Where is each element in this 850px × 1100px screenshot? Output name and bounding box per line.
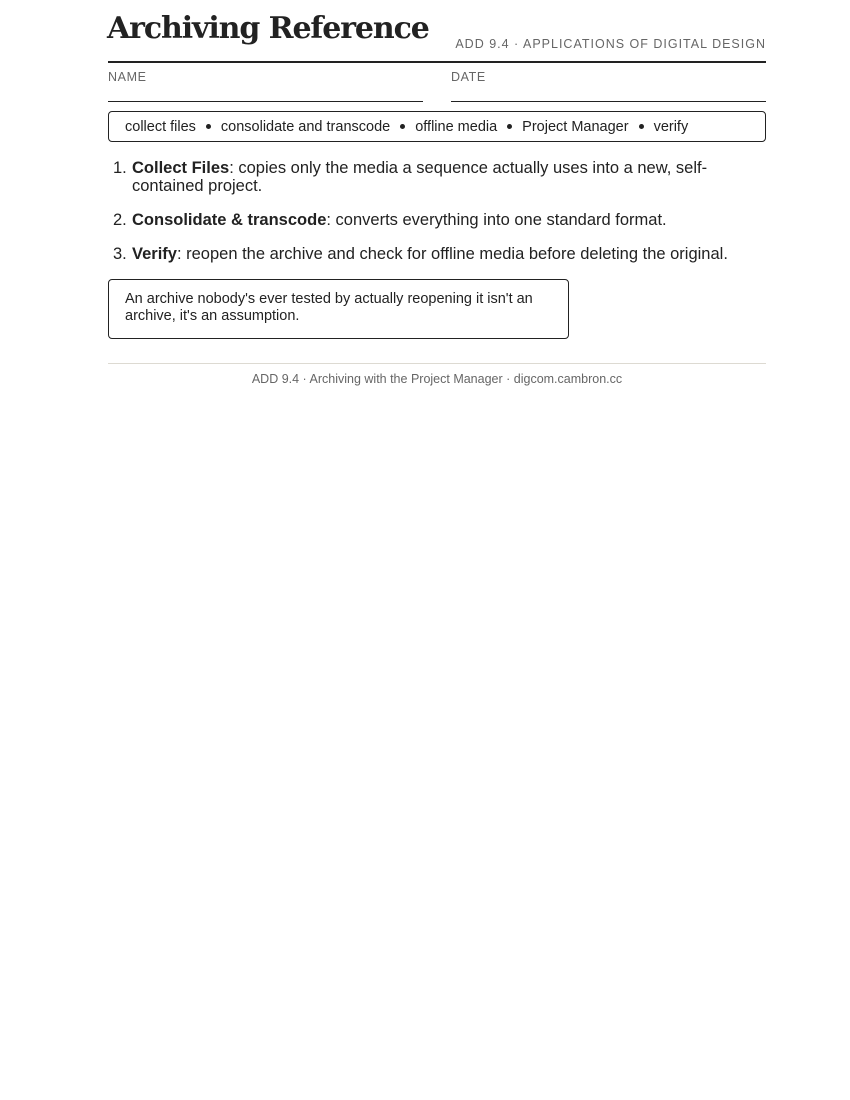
page-title: Archiving Reference <box>107 11 429 46</box>
date-label: DATE <box>451 70 486 84</box>
course-label: ADD 9.4 · APPLICATIONS OF DIGITAL DESIGN <box>455 37 766 51</box>
bullet-separator <box>507 124 512 129</box>
step-verify <box>108 245 766 263</box>
term-offline-media: offline media <box>415 118 498 135</box>
step-term: Verify <box>132 245 177 263</box>
bullet-separator <box>206 124 211 129</box>
bullet-separator <box>639 124 644 129</box>
step-consolidate-transcode <box>108 211 766 229</box>
step-collect-files <box>108 159 766 195</box>
callout-note: An archive nobody's ever tested by actually reopening it isn't an archive, it's an assumption. <box>108 279 569 339</box>
worksheet-page <box>108 0 766 386</box>
step-number: 3. <box>113 245 127 263</box>
bullet-separator <box>400 124 405 129</box>
name-field[interactable] <box>108 63 423 102</box>
term-verify: verify <box>653 118 689 135</box>
student-fields <box>108 63 766 103</box>
step-text: : converts everything into one standard format. <box>326 211 667 229</box>
name-label: NAME <box>108 70 147 84</box>
term-consolidate-transcode: consolidate and transcode <box>220 118 391 135</box>
step-term: Collect Files <box>132 159 230 177</box>
step-number: 1. <box>113 159 127 177</box>
page-footer: ADD 9.4 · Archiving with the Project Manager · digcom.cambron.cc <box>108 363 766 386</box>
date-field[interactable] <box>451 63 766 102</box>
step-text: : reopen the archive and check for offline media before deleting the original. <box>176 245 728 263</box>
key-terms-box <box>108 111 766 142</box>
page-header <box>108 0 766 63</box>
term-collect-files: collect files <box>125 118 196 135</box>
step-term: Consolidate & transcode <box>132 211 327 229</box>
steps-list <box>108 159 766 263</box>
step-text: : copies only the media a sequence actually uses into a new, self-contained project. <box>132 159 708 195</box>
step-number: 2. <box>113 211 127 229</box>
term-project-manager: Project Manager <box>522 118 629 135</box>
